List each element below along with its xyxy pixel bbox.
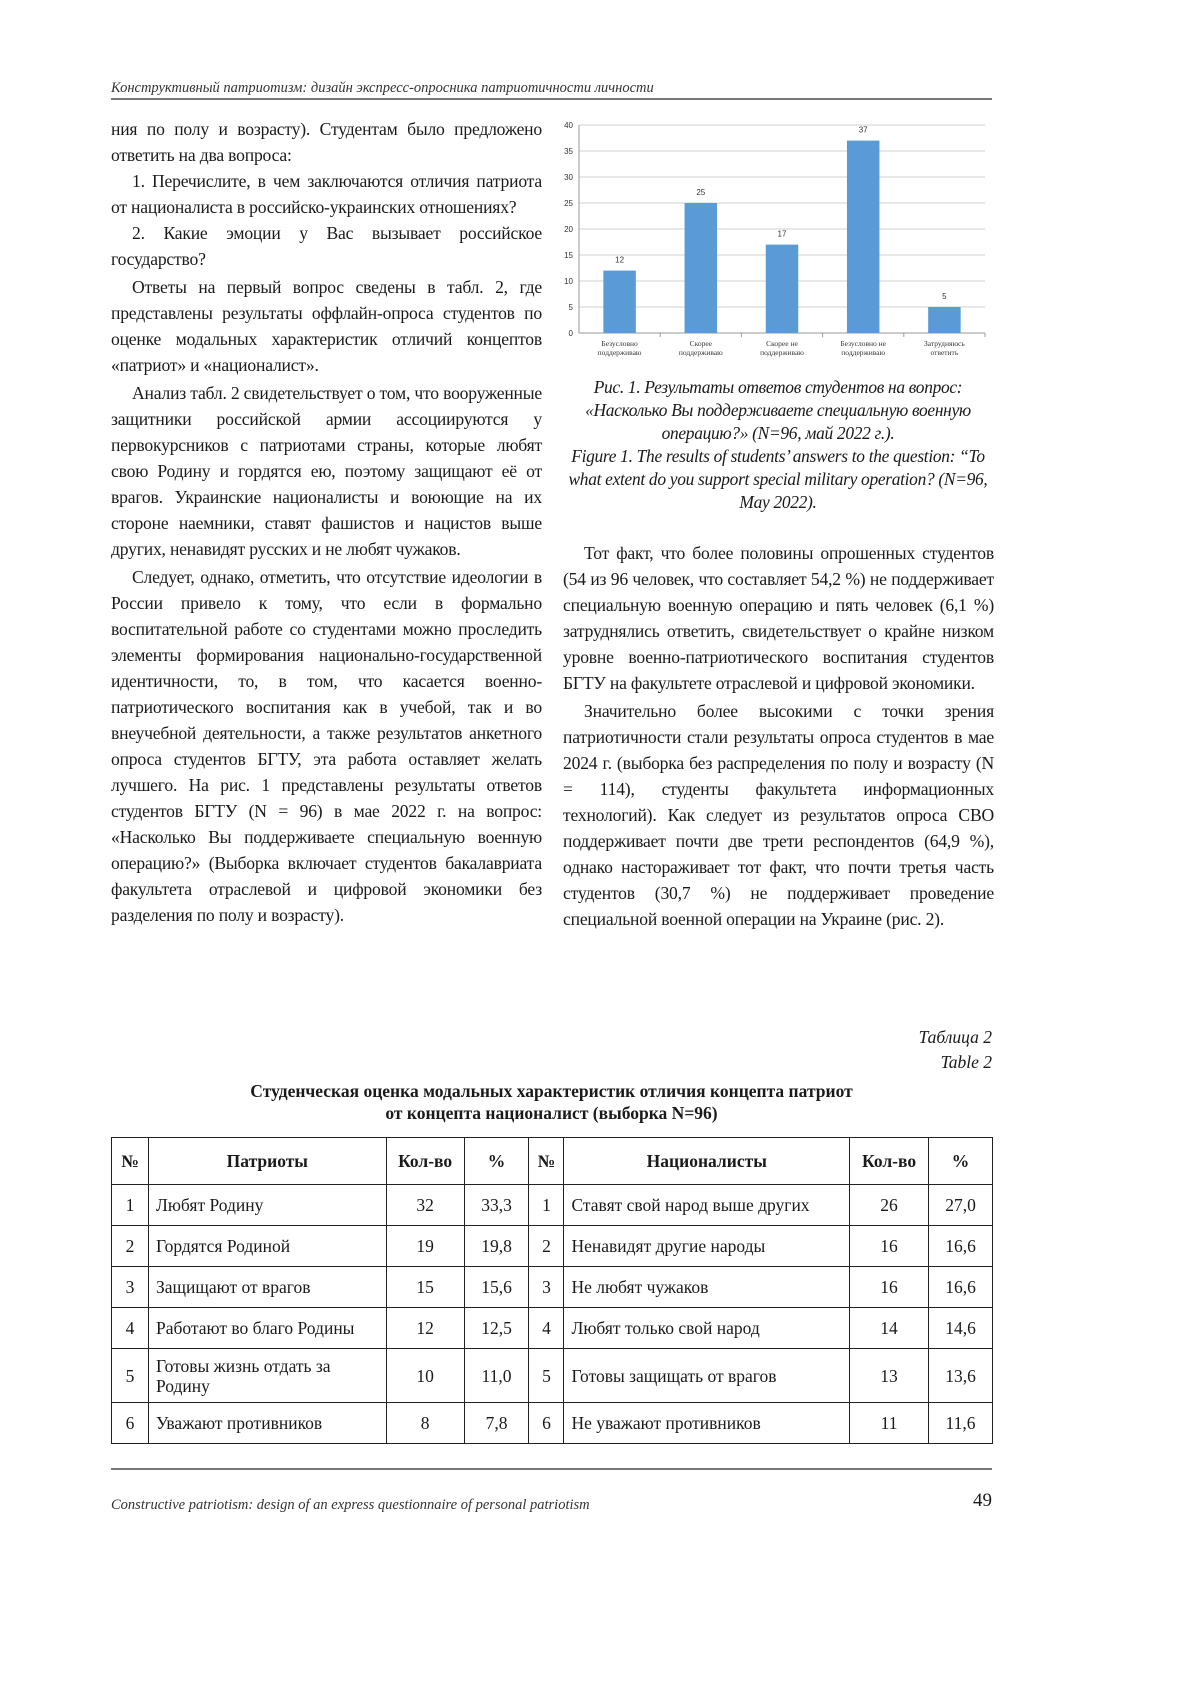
bar [685,203,717,333]
figure-caption [560,376,996,514]
table-title-line: Студенческая оценка модальных характеристик отличия концепта патриот [250,1081,853,1101]
y-tick-label: 40 [564,121,573,130]
table-cell: 6 [529,1403,564,1444]
table-cell: 32 [386,1185,464,1226]
data-label: 25 [696,188,706,197]
table-cell: 7,8 [464,1403,529,1444]
column-header: № [529,1138,564,1185]
paragraph: ния по полу и возрасту). Студентам было предложено ответить на два вопроса: [111,119,542,165]
column-header: № [112,1138,149,1185]
table-cell: 27,0 [929,1185,993,1226]
x-tick-label: Безусловно не поддерживаю [840,339,887,357]
y-tick-label: 35 [564,147,573,156]
table-row [112,1185,993,1226]
header-rule [111,98,992,100]
table-cell: 1 [112,1185,149,1226]
table-row [112,1349,993,1403]
table-cell: 13,6 [929,1349,993,1403]
table-cell: Готовы защищать от врагов [564,1349,850,1403]
table-cell: 12 [386,1308,464,1349]
y-tick-label: 0 [568,329,573,338]
table-row [112,1226,993,1267]
table-row [112,1267,993,1308]
y-tick-label: 20 [564,225,573,234]
table-cell: 13 [850,1349,929,1403]
table-cell: 4 [529,1308,564,1349]
table-cell: 16,6 [929,1267,993,1308]
y-tick-label: 15 [564,251,573,260]
table-title [111,1080,992,1124]
table-cell: 16,6 [929,1226,993,1267]
table-cell: 5 [529,1349,564,1403]
left-column [111,116,542,928]
table-header-row [112,1138,993,1185]
table-cell: 15 [386,1267,464,1308]
data-label: 12 [615,255,625,265]
bar [928,307,960,333]
table-cell: 11 [850,1403,929,1444]
table-cell: 33,3 [464,1185,529,1226]
column-header: Кол-во [386,1138,464,1185]
y-tick-label: 30 [564,173,573,182]
table-label-ru: Таблица 2 [918,1027,992,1047]
table-cell: 11,0 [464,1349,529,1403]
table-cell: 14 [850,1308,929,1349]
data-table [111,1137,993,1444]
table-cell: Любят Родину [148,1185,386,1226]
paragraph: Значительно более высокими с точки зрения патриотичности стали результаты опроса студентов в мае 2024 г. (выборка без распределения по полу и возрасту (N = 114), студенты факультета информационных технологий). Как следует из результатов опроса СВО поддерживает почти две трети респондентов (64,9 %), однако настораживает тот факт, что почти третья часть студентов (30,7 %) не поддерживает проведение специальной военной операции на Украине (рис. 2). [563,701,994,929]
table-cell: 5 [112,1349,149,1403]
table-row [112,1403,993,1444]
table-cell: Гордятся Родиной [148,1226,386,1267]
paragraph: Тот факт, что более половины опрошенных студентов (54 из 96 человек, что составляет 54,2 %) не поддерживает специальную военную операцию и пять человек (6,1 %) затруднялись ответить, свидетельствует о крайне низком уровне военно-патриотического воспитания студентов БГТУ на факультете отраслевой и цифровой экономики. [563,543,994,693]
table-cell: Работают во благо Родины [148,1308,386,1349]
table-cell: 16 [850,1226,929,1267]
table-row [112,1308,993,1349]
table-cell: 2 [112,1226,149,1267]
table-cell: 4 [112,1308,149,1349]
table-cell: 3 [529,1267,564,1308]
table-cell: 19,8 [464,1226,529,1267]
running-footer: Constructive patriotism: design of an express questionnaire of personal patriotism [111,1497,590,1513]
paragraph: Следует, однако, отметить, что отсутствие идеологии в России привело к тому, что если в формально воспитательной работе со студентами можно проследить элементы формирования национально-государственной идентичности, то, в том, что касается военно-патриотического воспитания как в учебой, так и во внеучебной деятельности, а также результатов анкетного опроса студентов БГТУ, эта работа оставляет желать лучшего. На рис. 1 представлены результаты ответов студентов БГТУ (N = 96) в мае 2022 г. на вопрос: «Насколько Вы поддерживаете специальную военную операцию?» (Выборка включает студентов бакалавриата факультета отраслевой и цифровой экономики без разделения по полу и возрасту). [111,567,542,925]
table-cell: Защищают от врагов [148,1267,386,1308]
footer-rule [111,1468,992,1470]
bar [847,141,879,333]
data-label: 37 [858,125,868,135]
right-column [563,540,994,932]
bar-chart [555,115,995,365]
table-cell: 2 [529,1226,564,1267]
paragraph: Анализ табл. 2 свидетельствует о том, что вооруженные защитники российской армии ассоциируются у первокурсников с патриотами страны, которые любят свою Родину и гордятся ею, поэтому защищают её от врагов. Украинские националисты и воюющие на их стороне наемники, ставят фашистов и нацистов выше других, ненавидят русских и не любят чужаков. [111,383,542,559]
table-cell: 26 [850,1185,929,1226]
table-cell: Готовы жизнь отдать за Родину [148,1349,386,1403]
table-cell: 11,6 [929,1403,993,1444]
y-tick-label: 5 [568,303,573,312]
table-cell: Ненавидят другие народы [564,1226,850,1267]
x-tick-label: Скорее поддерживаю [678,339,723,357]
paragraph: Ответы на первый вопрос сведены в табл. 2, где представлены результаты оффлайн-опроса студентов по оценке модальных характеристик отличий концептов «патриот» и «националист». [111,277,542,375]
table-cell: Любят только свой народ [564,1308,850,1349]
table-cell: 19 [386,1226,464,1267]
column-header: % [929,1138,993,1185]
paragraph: 1. Перечислите, в чем заключаются отличия патриота от националиста в российско-украинских отношениях? [111,171,542,217]
paragraph: 2. Какие эмоции у Вас вызывает российское государство? [111,223,542,269]
table-cell: 15,6 [464,1267,529,1308]
table-cell: 10 [386,1349,464,1403]
table-cell: 3 [112,1267,149,1308]
page-number: 49 [973,1490,992,1511]
table-cell: 6 [112,1403,149,1444]
column-header: Националисты [564,1138,850,1185]
table-cell: Ставят свой народ выше других [564,1185,850,1226]
caption-ru: Рис. 1. Результаты ответов студентов на вопрос: «Насколько Вы поддерживаете специальную военную операцию?» (N=96, май 2022 г.). [585,377,971,443]
bar [603,271,635,333]
table-cell: 16 [850,1267,929,1308]
table-cell: Уважают противников [148,1403,386,1444]
table-cell: Не любят чужаков [564,1267,850,1308]
data-label: 5 [942,292,947,301]
table-cell: 12,5 [464,1308,529,1349]
table-title-line: от концепта националист (выборка N=96) [385,1103,718,1123]
table-cell: 14,6 [929,1308,993,1349]
table-cell: 8 [386,1403,464,1444]
y-tick-label: 10 [564,277,573,286]
table-label-en: Table 2 [940,1052,992,1072]
column-header: % [464,1138,529,1185]
x-tick-label: Затрудняюсь ответить [923,339,965,357]
x-tick-label: Безусловно поддерживаю [597,339,642,357]
y-tick-label: 25 [564,199,573,208]
table-cell: Не уважают противников [564,1403,850,1444]
x-tick-label: Скорее не поддерживаю [760,339,804,357]
table-cell: 1 [529,1185,564,1226]
bar [766,245,798,333]
caption-en: Figure 1. The results of students’ answers to the question: “To what extent do you support special military operation? (N=96, May 2022). [568,446,988,512]
running-header: Конструктивный патриотизм: дизайн экспресс-опросника патриотичности личности [111,80,654,96]
column-header: Патриоты [148,1138,386,1185]
data-label: 17 [777,229,787,239]
column-header: Кол-во [850,1138,929,1185]
